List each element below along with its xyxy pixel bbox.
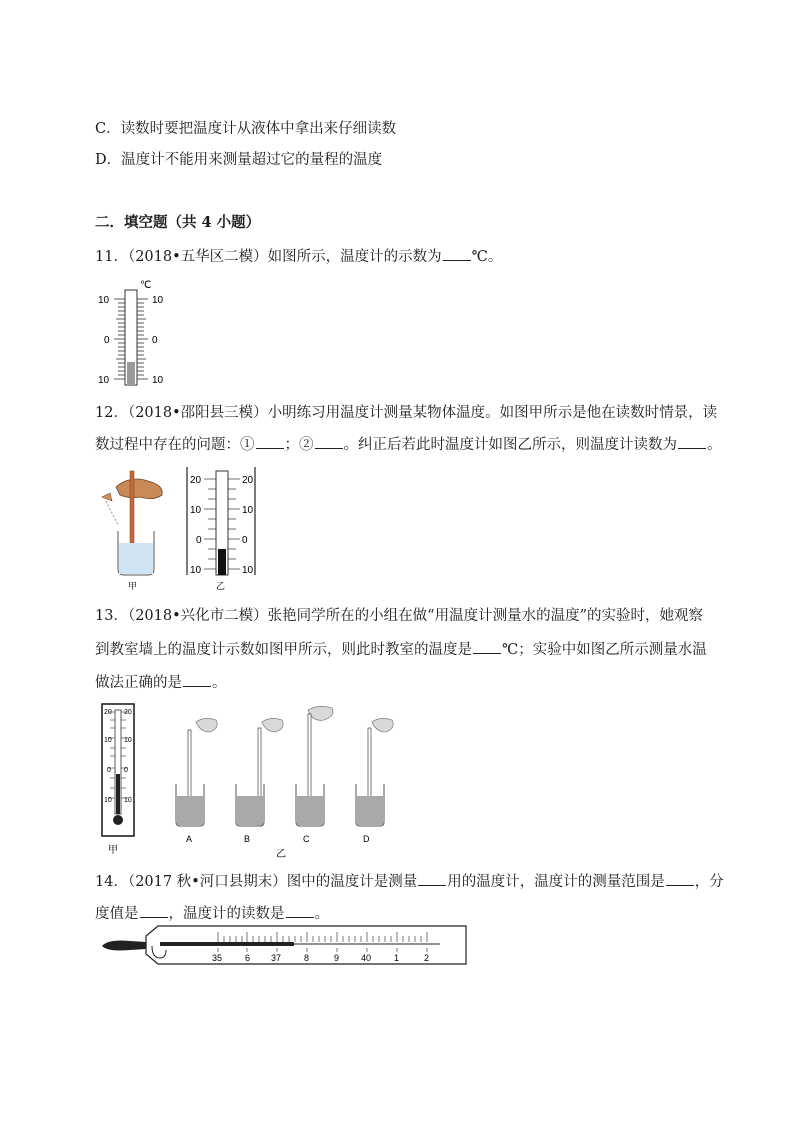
tick-label: 8: [304, 953, 310, 963]
q14-text-e: ，温度计的读数是: [168, 906, 285, 922]
tick-label: 1: [394, 953, 400, 963]
section-title: 二．填空题（共 4 小题）: [95, 214, 261, 231]
answer-blank: [418, 871, 446, 886]
tick-label: 35: [212, 953, 223, 963]
q14-text-a: 14．（2017 秋•河口县期末）图中的温度计是测量: [95, 874, 418, 890]
tick-label: 0: [242, 535, 248, 546]
question-13-line3: [95, 672, 227, 693]
tick-label: 37: [271, 953, 282, 963]
q13-text-d: 。: [212, 675, 227, 691]
q13-figure: [96, 700, 406, 860]
q14-text-d: 度值是: [95, 906, 139, 922]
option-label: A: [186, 834, 193, 844]
thermometer-yi: [187, 467, 255, 590]
tick-label: 10: [104, 737, 112, 744]
answer-blank: [286, 903, 314, 918]
q12-text-b: ；②: [284, 437, 314, 453]
tick-label: 20: [104, 709, 112, 716]
tick-label: 10: [242, 565, 254, 576]
tick-label: 40: [361, 953, 372, 963]
tick-label: 20: [190, 475, 202, 486]
answer-blank: [473, 639, 501, 654]
question-12-line2: [95, 434, 722, 455]
q11-thermometer-figure: [96, 278, 176, 388]
answer-blank: [666, 871, 694, 886]
answer-blank: [140, 903, 168, 918]
option-label: B: [244, 834, 251, 844]
q11-text: 11．（2018•五华区二模）如图所示，温度计的示数为: [95, 249, 442, 265]
tick-label: 20: [124, 709, 132, 716]
question-13-line1: 13．（2018•兴化市二模）张艳同学所在的小组在做“用温度计测量水的温度”的实验时，她观察: [95, 608, 703, 624]
tick-label: 0: [152, 335, 158, 346]
label-jia: 甲: [128, 581, 138, 590]
beaker-option-a: [176, 718, 217, 844]
question-14-line2: [95, 903, 329, 924]
q14-text-c: ，分: [694, 874, 724, 890]
answer-blank: [315, 434, 343, 449]
tick-label: 10: [190, 565, 202, 576]
tick-label: 10: [242, 505, 254, 516]
question-11: [95, 246, 502, 267]
tick-label: 0: [107, 767, 111, 774]
question-14-line1: [95, 871, 724, 892]
tick-label: 6: [245, 953, 251, 963]
tick-label: 10: [98, 295, 110, 306]
reading-scene-illustration: [102, 471, 162, 590]
tick-label: 10: [152, 375, 164, 386]
tick-label: 10: [124, 737, 132, 744]
label-yi: 乙: [216, 581, 226, 590]
tick-label: 0: [104, 335, 110, 346]
label-jia: 甲: [108, 845, 118, 856]
option-label: C: [303, 834, 310, 844]
tick-label: 20: [242, 475, 254, 486]
tick-label: 0: [196, 535, 202, 546]
q13-text-c: 做法正确的是: [95, 675, 182, 691]
q13-text-b: ℃；实验中如图乙所示测量水温: [502, 642, 707, 658]
liquid-column: [218, 549, 226, 575]
q14-text-b: 用的温度计，温度计的测量范围是: [447, 874, 665, 890]
tick-label: 9: [334, 953, 340, 963]
option-label: D: [363, 834, 370, 844]
beaker-option-b: [236, 718, 283, 844]
beaker-option-c: [296, 706, 333, 844]
option-d: D．温度计不能用来测量超过它的量程的温度: [95, 152, 383, 168]
wall-thermometer: [102, 704, 134, 856]
tick-label: 10: [98, 375, 110, 386]
answer-blank: [256, 434, 284, 449]
tick-label: 10: [190, 505, 202, 516]
q11-suffix: ℃。: [471, 249, 503, 265]
unit-label: ℃: [140, 280, 152, 291]
label-yi: 乙: [276, 849, 286, 860]
thermometer-bulb: [102, 941, 146, 951]
liquid-column: [127, 362, 135, 385]
tick-label: 10: [152, 295, 164, 306]
answer-blank: [443, 246, 471, 261]
q12-figure: [96, 465, 266, 590]
q13-text-a: 到教室墙上的温度计示数如图甲所示，则此时教室的温度是: [95, 642, 472, 658]
answer-blank: [678, 434, 706, 449]
answer-blank: [183, 672, 211, 687]
tick-label: 10: [104, 797, 112, 804]
question-12-line1: 12．（2018•邵阳县三模）小明练习用温度计测量某物体温度。如图甲所示是他在读数时情景，读: [95, 405, 718, 421]
tick-label: 2: [424, 953, 430, 963]
tick-label: 0: [124, 767, 128, 774]
q12-text-a: 数过程中存在的问题：①: [95, 437, 255, 453]
tick-label: 10: [124, 797, 132, 804]
mercury-column: [160, 942, 294, 946]
question-13-line2: [95, 639, 707, 660]
q14-text-f: 。: [314, 906, 329, 922]
option-c: C．读数时要把温度计从液体中拿出来仔细读数: [95, 121, 397, 137]
q12-text-c: 。纠正后若此时温度计如图乙所示，则温度计读数为: [343, 437, 677, 453]
q12-text-d: 。: [707, 437, 722, 453]
beaker-option-d: [356, 718, 393, 844]
q14-clinical-thermometer: [100, 924, 470, 966]
